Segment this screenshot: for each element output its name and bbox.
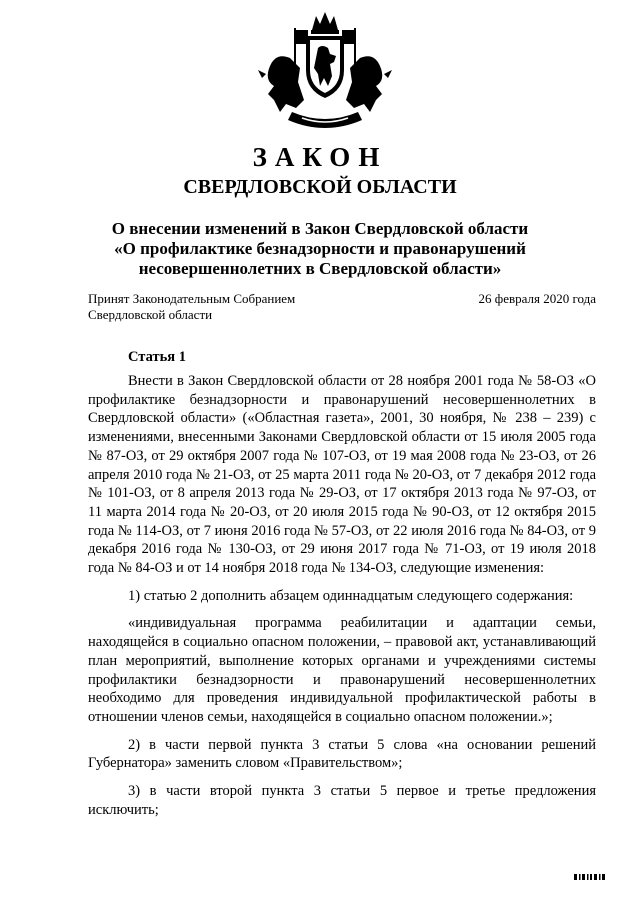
subject-line: несовершеннолетних в Свердловской области» [138,259,502,278]
subject-line: О внесении изменений в Закон Свердловской области [111,219,529,238]
adopting-body-line: Принят Законодательным Собранием [88,291,296,306]
article-paragraph: 1) статью 2 дополнить абзацем одиннадцатым следующего содержания: [128,587,574,604]
article-paragraph: 3) в части второй пункта 3 статьи 5 первое и третье предложения исключить; [88,783,596,818]
law-subject [80,219,560,279]
adopting-body [88,291,295,323]
article-paragraph: 2) в части первой пункта 3 статьи 5 слова «на основании решений Губернатора» заменить словом «Правительством»; [88,736,596,772]
scan-mark-icon [574,872,608,882]
adoption-date: 26 февраля 2020 года [478,291,596,306]
region-heading: СВЕРДЛОВСКОЙ ОБЛАСТИ [183,176,457,198]
article-body [88,372,596,819]
law-heading: ЗАКОН [252,142,388,172]
adopting-body-line: Свердловской области [88,307,213,322]
article-paragraph: «индивидуальная программа реабилитации и адаптации семьи, находящейся в социально опасном положении, – правовой акт, устанавливающий план мероприятий, выполнение которых органами и учреждениями системы профилактики безнадзорности и правонарушений несовершеннолетних необходимо для проведения индивидуальной профилактической работы в отношении членов семьи, находящейся в социально опасном положении.»; [88,615,596,725]
coat-of-arms-icon [250,8,400,138]
article-paragraph: Внести в Закон Свердловской области от 28 ноября 2001 года № 58-ОЗ «О профилактике безнадзорности и правонарушений несовершеннолетних в Свердловской области» («Областная газета», 2001, 30 ноября, № 238 – 239) с изменениями, внесенными Законами Свердловской области от 15 июля 2005 года № 87-ОЗ, от 29 октября 2007 года № 107-ОЗ, от 19 мая 2008 года № 23-ОЗ, от 26 апреля 2010 года № 21-ОЗ, от 25 марта 2011 года № 20-ОЗ, от 7 декабря 2012 года № 101-ОЗ, от 8 апреля 2013 года № 29-ОЗ, от 17 октября 2013 года № 97-ОЗ, от 11 марта 2014 года № 20-ОЗ, от 20 июля 2015 года № 90-ОЗ, от 12 октября 2015 года № 114-ОЗ, от 7 июня 2016 года № 57-ОЗ, от 22 июля 2016 года № 84-ОЗ, от 9 декабря 2016 года № 130-ОЗ, от 29 июня 2017 года № 71-ОЗ, от 19 июля 2018 года № 84-ОЗ и от 14 ноября 2018 года № 134-ОЗ, следующие изменения: [88,373,596,577]
subject-line: «О профилактике безнадзорности и правонарушений [114,239,526,258]
article-title: Статья 1 [128,349,186,365]
